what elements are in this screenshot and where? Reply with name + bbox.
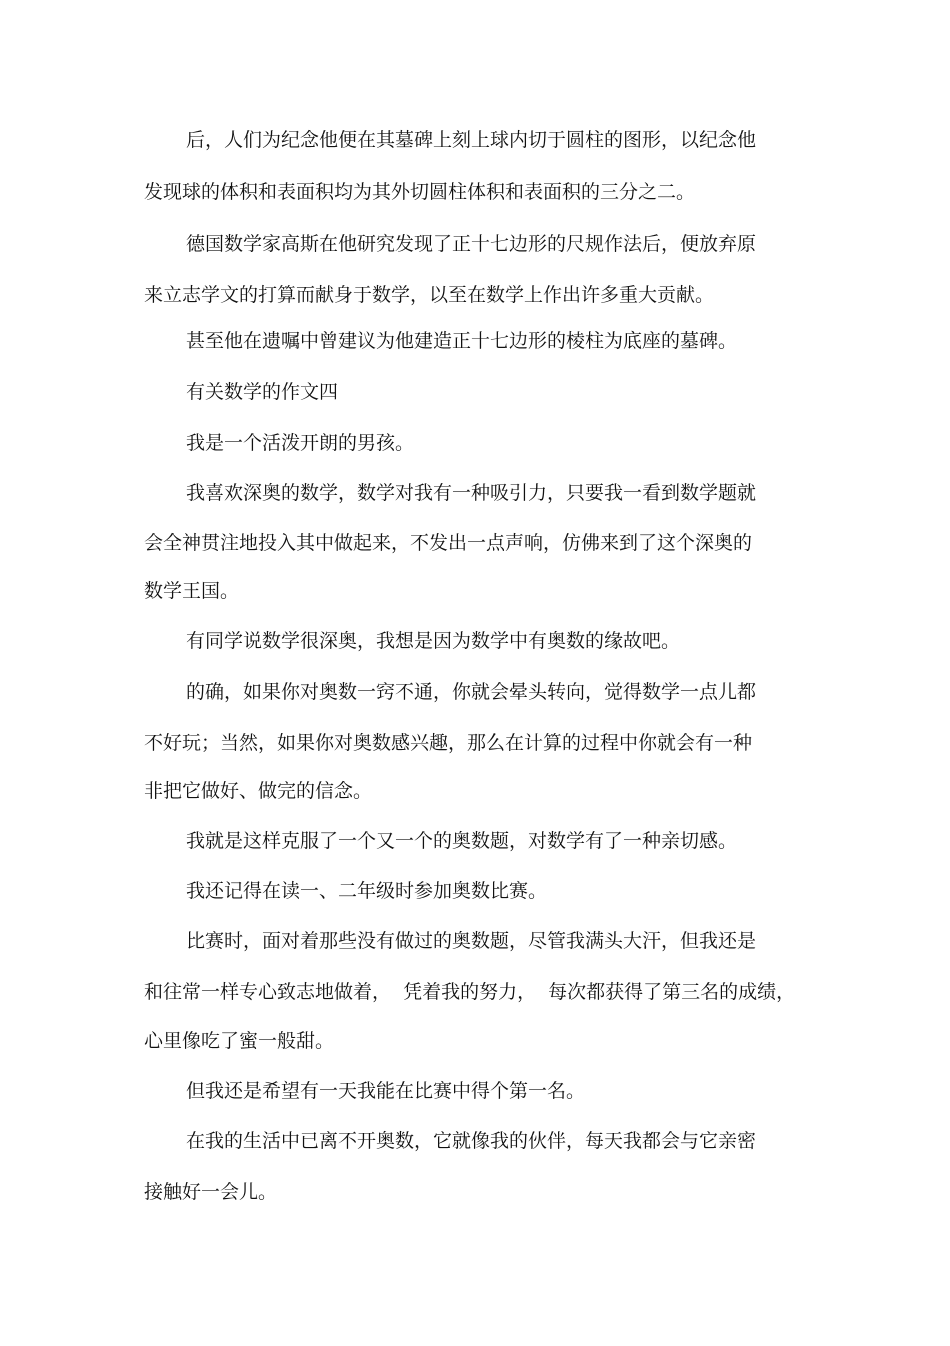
text-line: 的确，如果你对奥数一窍不通，你就会晕头转向，觉得数学一点儿都 bbox=[186, 681, 757, 703]
text-line: 后，人们为纪念他便在其墓碑上刻上球内切于圆柱的图形，以纪念他 bbox=[186, 129, 757, 151]
text-line: 数学王国。 bbox=[144, 580, 240, 602]
text-line: 我还记得在读一、二年级时参加奥数比赛。 bbox=[186, 880, 548, 902]
text-line: 来立志学文的打算而献身于数学，以至在数学上作出许多重大贡献。 bbox=[144, 284, 715, 306]
text-line: 在我的生活中已离不开奥数，它就像我的伙伴，每天我都会与它亲密 bbox=[186, 1130, 757, 1152]
text-line: 甚至他在遗嘱中曾建议为他建造正十七边形的棱柱为底座的墓碑。 bbox=[186, 330, 738, 352]
text-line: 心里像吃了蜜一般甜。 bbox=[144, 1030, 335, 1052]
text-line: 德国数学家高斯在他研究发现了正十七边形的尺规作法后，便放弃原 bbox=[186, 233, 757, 255]
text-line: 我喜欢深奥的数学，数学对我有一种吸引力，只要我一看到数学题就 bbox=[186, 482, 757, 504]
section-heading: 有关数学的作文四 bbox=[186, 381, 339, 403]
text-line: 会全神贯注地投入其中做起来，不发出一点声响，仿佛来到了这个深奥的 bbox=[144, 532, 753, 554]
text-line: 比赛时，面对着那些没有做过的奥数题，尽管我满头大汗，但我还是 bbox=[186, 930, 757, 952]
text-line: 但我还是希望有一天我能在比赛中得个第一名。 bbox=[186, 1080, 586, 1102]
text-line: 有同学说数学很深奥，我想是因为数学中有奥数的缘故吧。 bbox=[186, 630, 681, 652]
text-line: 接触好一会儿。 bbox=[144, 1181, 278, 1203]
text-line: 非把它做好、做完的信念。 bbox=[144, 780, 373, 802]
text-line: 我是一个活泼开朗的男孩。 bbox=[186, 432, 415, 454]
text-line: 发现球的体积和表面积均为其外切圆柱体积和表面积的三分之二。 bbox=[144, 181, 696, 203]
text-line: 和往常一样专心致志地做着， 凭着我的努力， 每次都获得了第三名的成绩， bbox=[144, 981, 796, 1003]
text-line: 我就是这样克服了一个又一个的奥数题，对数学有了一种亲切感。 bbox=[186, 830, 738, 852]
text-line: 不好玩；当然，如果你对奥数感兴趣，那么在计算的过程中你就会有一种 bbox=[144, 732, 753, 754]
